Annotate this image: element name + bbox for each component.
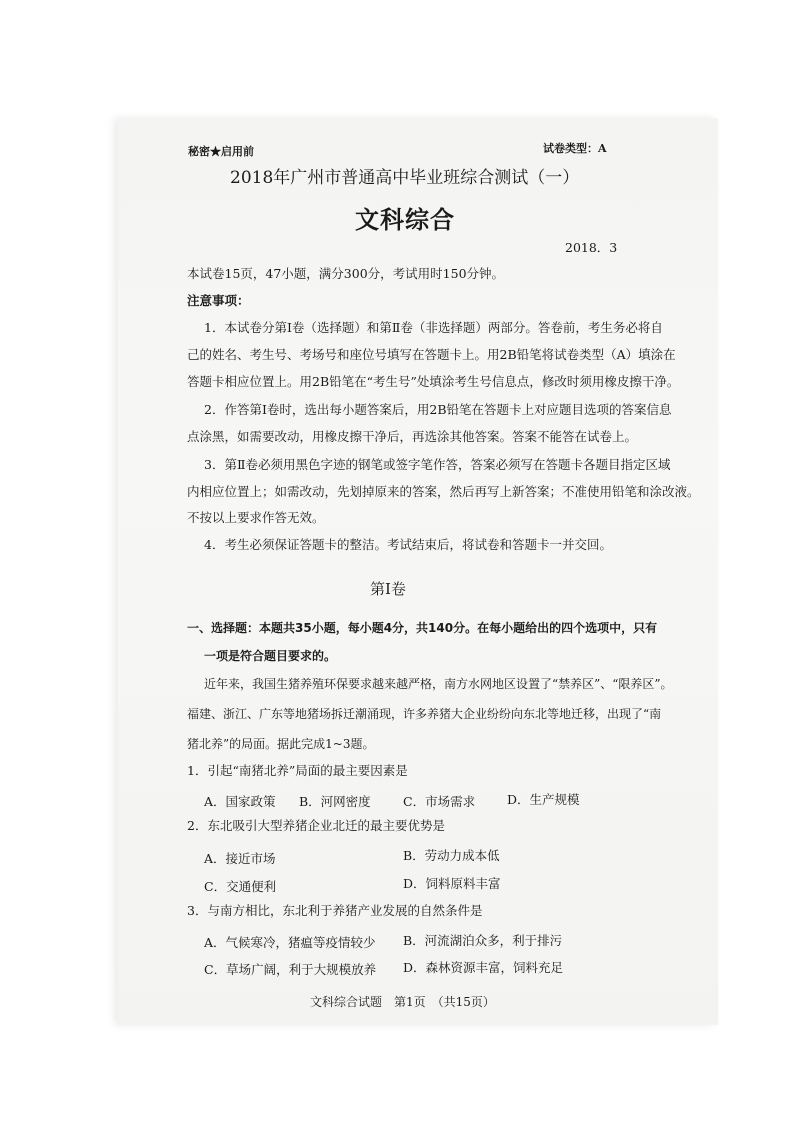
question-option: A．接近市场: [204, 851, 276, 866]
question-option: C．草场广阔，利于大规模放养: [204, 962, 377, 977]
question-option: B．河网密度: [299, 794, 371, 809]
question-option: A．国家政策: [204, 794, 276, 809]
exam-date: 2018．3: [565, 240, 618, 255]
passage-line: 福建、浙江、广东等地猪场拆迁潮涌现，许多养猪大企业纷纷向东北等地迁移，出现了“南: [187, 707, 662, 721]
notice-line: 答题卡相应位置上。用2B铅笔在“考生号”处填涂考生号信息点，修改时须用橡皮擦干净。: [187, 374, 680, 389]
question-option: C．市场需求: [403, 794, 476, 809]
notice-line: 3．第Ⅱ卷必须用黑色字迹的钢笔或签字笔作答，答案必须写在答题卡各题目指定区域: [204, 457, 671, 472]
notice-line: 内相应位置上；如需改动，先划掉原来的答案，然后再写上新答案；不准使用铅笔和涂改液。: [187, 484, 700, 499]
question-option: D．森林资源丰富，饲料充足: [403, 960, 564, 975]
question-stem: 2．东北吸引大型养猪企业北迁的最主要优势是: [187, 818, 445, 833]
paper-type: 试卷类型：A: [543, 142, 607, 155]
notice-line: 2．作答第Ⅰ卷时，选出每小题答案后，用2B铅笔在答题卡上对应题目选项的答案信息: [204, 402, 672, 417]
notice-line: 1．本试卷分第Ⅰ卷（选择题）和第Ⅱ卷（非选择题）两部分。答卷前，考生务必将自: [204, 320, 663, 335]
question-stem: 1．引起“南猪北养”局面的最主要因素是: [187, 763, 408, 778]
intro-text: 本试卷15页，47小题，满分300分，考试用时150分钟。: [187, 266, 505, 281]
exam-title: 2018年广州市普通高中毕业班综合测试（一）: [230, 168, 580, 188]
question-option: D．生产规模: [507, 792, 580, 807]
part-one-instruction: 一项是符合题目要求的。: [204, 649, 337, 663]
question-option: B．劳动力成本低: [403, 848, 500, 863]
question-option: D．饲料原料丰富: [403, 876, 501, 891]
exam-subtitle: 文科综合: [355, 205, 455, 234]
passage-line: 猪北养”的局面。据此完成1~3题。: [187, 737, 375, 751]
notice-line: 己的姓名、考生号、考场号和座位号填写在答题卡上。用2B铅笔将试卷类型（A）填涂在: [187, 347, 676, 362]
question-option: C．交通便利: [204, 879, 277, 894]
page-footer: 文科综合试题 第1页 （共15页）: [310, 995, 495, 1009]
section-title: 第Ⅰ卷: [370, 580, 406, 598]
question-option: B．河流湖泊众多，利于排污: [403, 933, 563, 948]
confidential-mark: 秘密★启用前: [188, 145, 254, 158]
notice-line: 不按以上要求作答无效。: [187, 510, 325, 525]
question-stem: 3．与南方相比，东北利于养猪产业发展的自然条件是: [187, 903, 483, 918]
notice-heading: 注意事项：: [187, 293, 250, 308]
part-one-instruction: 一、选择题：本题共35小题，每小题4分，共140分。在每小题给出的四个选项中，只有: [187, 621, 658, 635]
passage-line: 近年来，我国生猪养殖环保要求越来越严格，南方水网地区设置了“禁养区”、“限养区”。: [204, 677, 673, 691]
notice-line: 4．考生必须保证答题卡的整洁。考试结束后，将试卷和答题卡一并交回。: [204, 537, 612, 552]
notice-line: 点涂黑，如需要改动，用橡皮擦干净后，再选涂其他答案。答案不能答在试卷上。: [187, 429, 638, 444]
question-option: A．气候寒冷，猪瘟等疫情较少: [204, 935, 376, 950]
